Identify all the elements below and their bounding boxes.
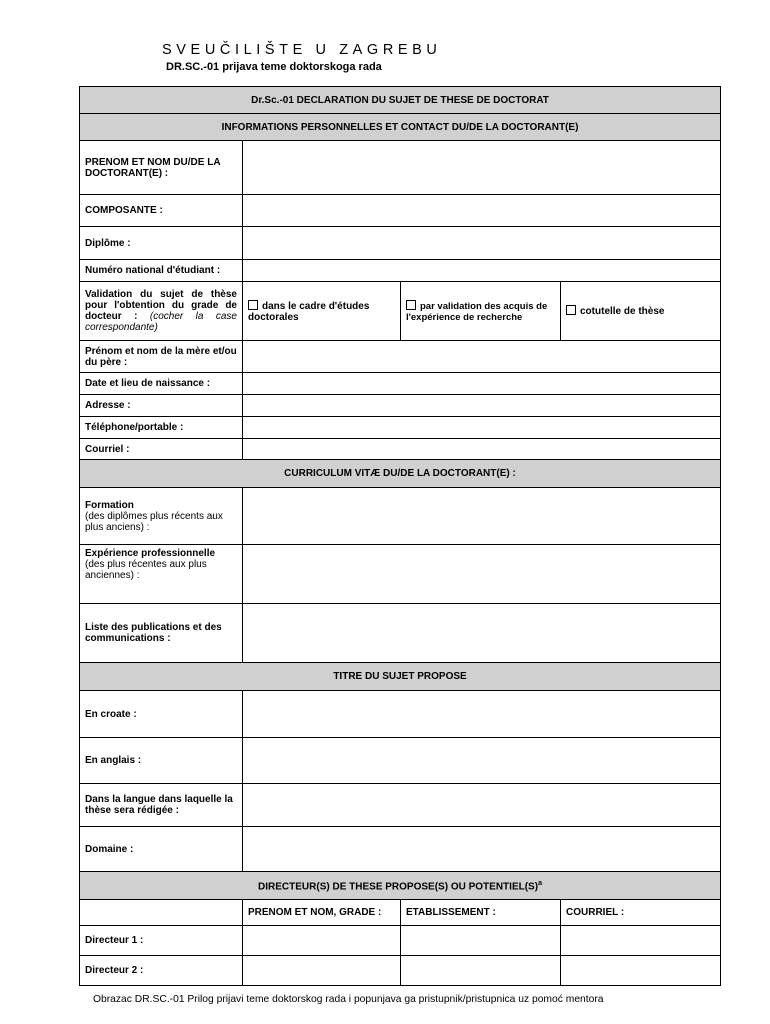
croatian-label: En croate :	[80, 691, 243, 738]
checkbox-experience-validation[interactable]	[406, 300, 416, 310]
parent-label: Prénom et nom de la mère et/ou du père :	[80, 341, 243, 373]
diplome-field[interactable]	[243, 227, 721, 260]
cv-section-header: CURRICULUM VITÆ DU/DE LA DOCTORANT(E) :	[80, 460, 721, 488]
name-field[interactable]	[243, 141, 721, 195]
birth-field[interactable]	[243, 373, 721, 395]
english-field[interactable]	[243, 738, 721, 784]
validation-text: Validation du sujet de thèse pour l'obtention du grade de docteur :	[85, 289, 237, 322]
director1-email-field[interactable]	[561, 926, 721, 956]
director1-institution-field[interactable]	[401, 926, 561, 956]
directors-footnote-mark: a	[538, 880, 542, 888]
director1-name-field[interactable]	[243, 926, 401, 956]
option-cotutelle[interactable]: cotutelle de thèse	[561, 282, 721, 341]
birth-label: Date et lieu de naissance :	[80, 373, 243, 395]
personal-section-header: INFORMATIONS PERSONNELLES ET CONTACT DU/DE LA DOCTORANT(E)	[80, 114, 721, 141]
option-experience-validation[interactable]: par validation des acquis de l'expérience de recherche	[401, 282, 561, 341]
director2-name-field[interactable]	[243, 956, 401, 986]
directors-corner-cell	[80, 900, 243, 926]
english-label: En anglais :	[80, 738, 243, 784]
domain-label: Domaine :	[80, 827, 243, 872]
address-label: Adresse :	[80, 395, 243, 417]
phone-field[interactable]	[243, 417, 721, 439]
directors-title: DIRECTEUR(S) DE THESE PROPOSE(S) OU POTENTIEL(S)	[258, 881, 539, 893]
col-name-header: PRENOM ET NOM, GRADE :	[243, 900, 401, 926]
director2-label: Directeur 2 :	[80, 956, 243, 986]
formation-title: Formation	[85, 499, 134, 511]
directors-section-header	[80, 872, 721, 900]
experience-note: (des plus récentes aux plus anciennes) :	[85, 559, 207, 581]
declaration-form	[79, 86, 721, 986]
director1-label: Directeur 1 :	[80, 926, 243, 956]
university-name: SVEUČILIŠTE U ZAGREBU	[162, 42, 442, 58]
col-institution-header: ETABLISSEMENT :	[401, 900, 561, 926]
experience-label	[80, 545, 243, 604]
validation-note: (cocher la case correspondante)	[85, 311, 237, 333]
footer-note: Obrazac DR.SC.-01 Prilog prijavi teme doktorskog rada i popunjava ga pristupnik/pristupnica uz pomoć mentora	[93, 994, 604, 1005]
address-field[interactable]	[243, 395, 721, 417]
domain-field[interactable]	[243, 827, 721, 872]
language-field[interactable]	[243, 784, 721, 827]
email-label: Courriel :	[80, 439, 243, 460]
checkbox-cotutelle[interactable]	[566, 305, 576, 315]
formation-field[interactable]	[243, 488, 721, 545]
diplome-label: Diplôme :	[80, 227, 243, 260]
name-label: PRENOM ET NOM DU/DE LA DOCTORANT(E) :	[80, 141, 243, 195]
option-doctoral-studies[interactable]: dans le cadre d'études doctorales	[243, 282, 401, 341]
form-code: DR.SC.-01 prijava teme doktorskoga rada	[166, 61, 382, 73]
experience-title: Expérience professionnelle	[85, 548, 216, 559]
publications-label: Liste des publications et des communications :	[80, 604, 243, 663]
checkbox-doctoral-studies[interactable]	[248, 300, 258, 310]
composante-label: COMPOSANTE :	[80, 195, 243, 227]
formation-note: (des diplômes plus récents aux plus anciens) :	[85, 510, 223, 533]
director2-institution-field[interactable]	[401, 956, 561, 986]
croatian-field[interactable]	[243, 691, 721, 738]
publications-field[interactable]	[243, 604, 721, 663]
student-number-label: Numéro national d'étudiant :	[80, 260, 243, 282]
language-label: Dans la langue dans laquelle la thèse sera rédigée :	[80, 784, 243, 827]
composante-field[interactable]	[243, 195, 721, 227]
declaration-title: Dr.Sc.-01 DECLARATION DU SUJET DE THESE DE DOCTORAT	[80, 87, 721, 114]
email-field[interactable]	[243, 439, 721, 460]
parent-field[interactable]	[243, 341, 721, 373]
col-email-header: COURRIEL :	[561, 900, 721, 926]
phone-label: Téléphone/portable :	[80, 417, 243, 439]
student-number-field[interactable]	[243, 260, 721, 282]
validation-label	[80, 282, 243, 341]
formation-label	[80, 488, 243, 545]
title-section-header: TITRE DU SUJET PROPOSE	[80, 663, 721, 691]
experience-field[interactable]	[243, 545, 721, 604]
director2-email-field[interactable]	[561, 956, 721, 986]
